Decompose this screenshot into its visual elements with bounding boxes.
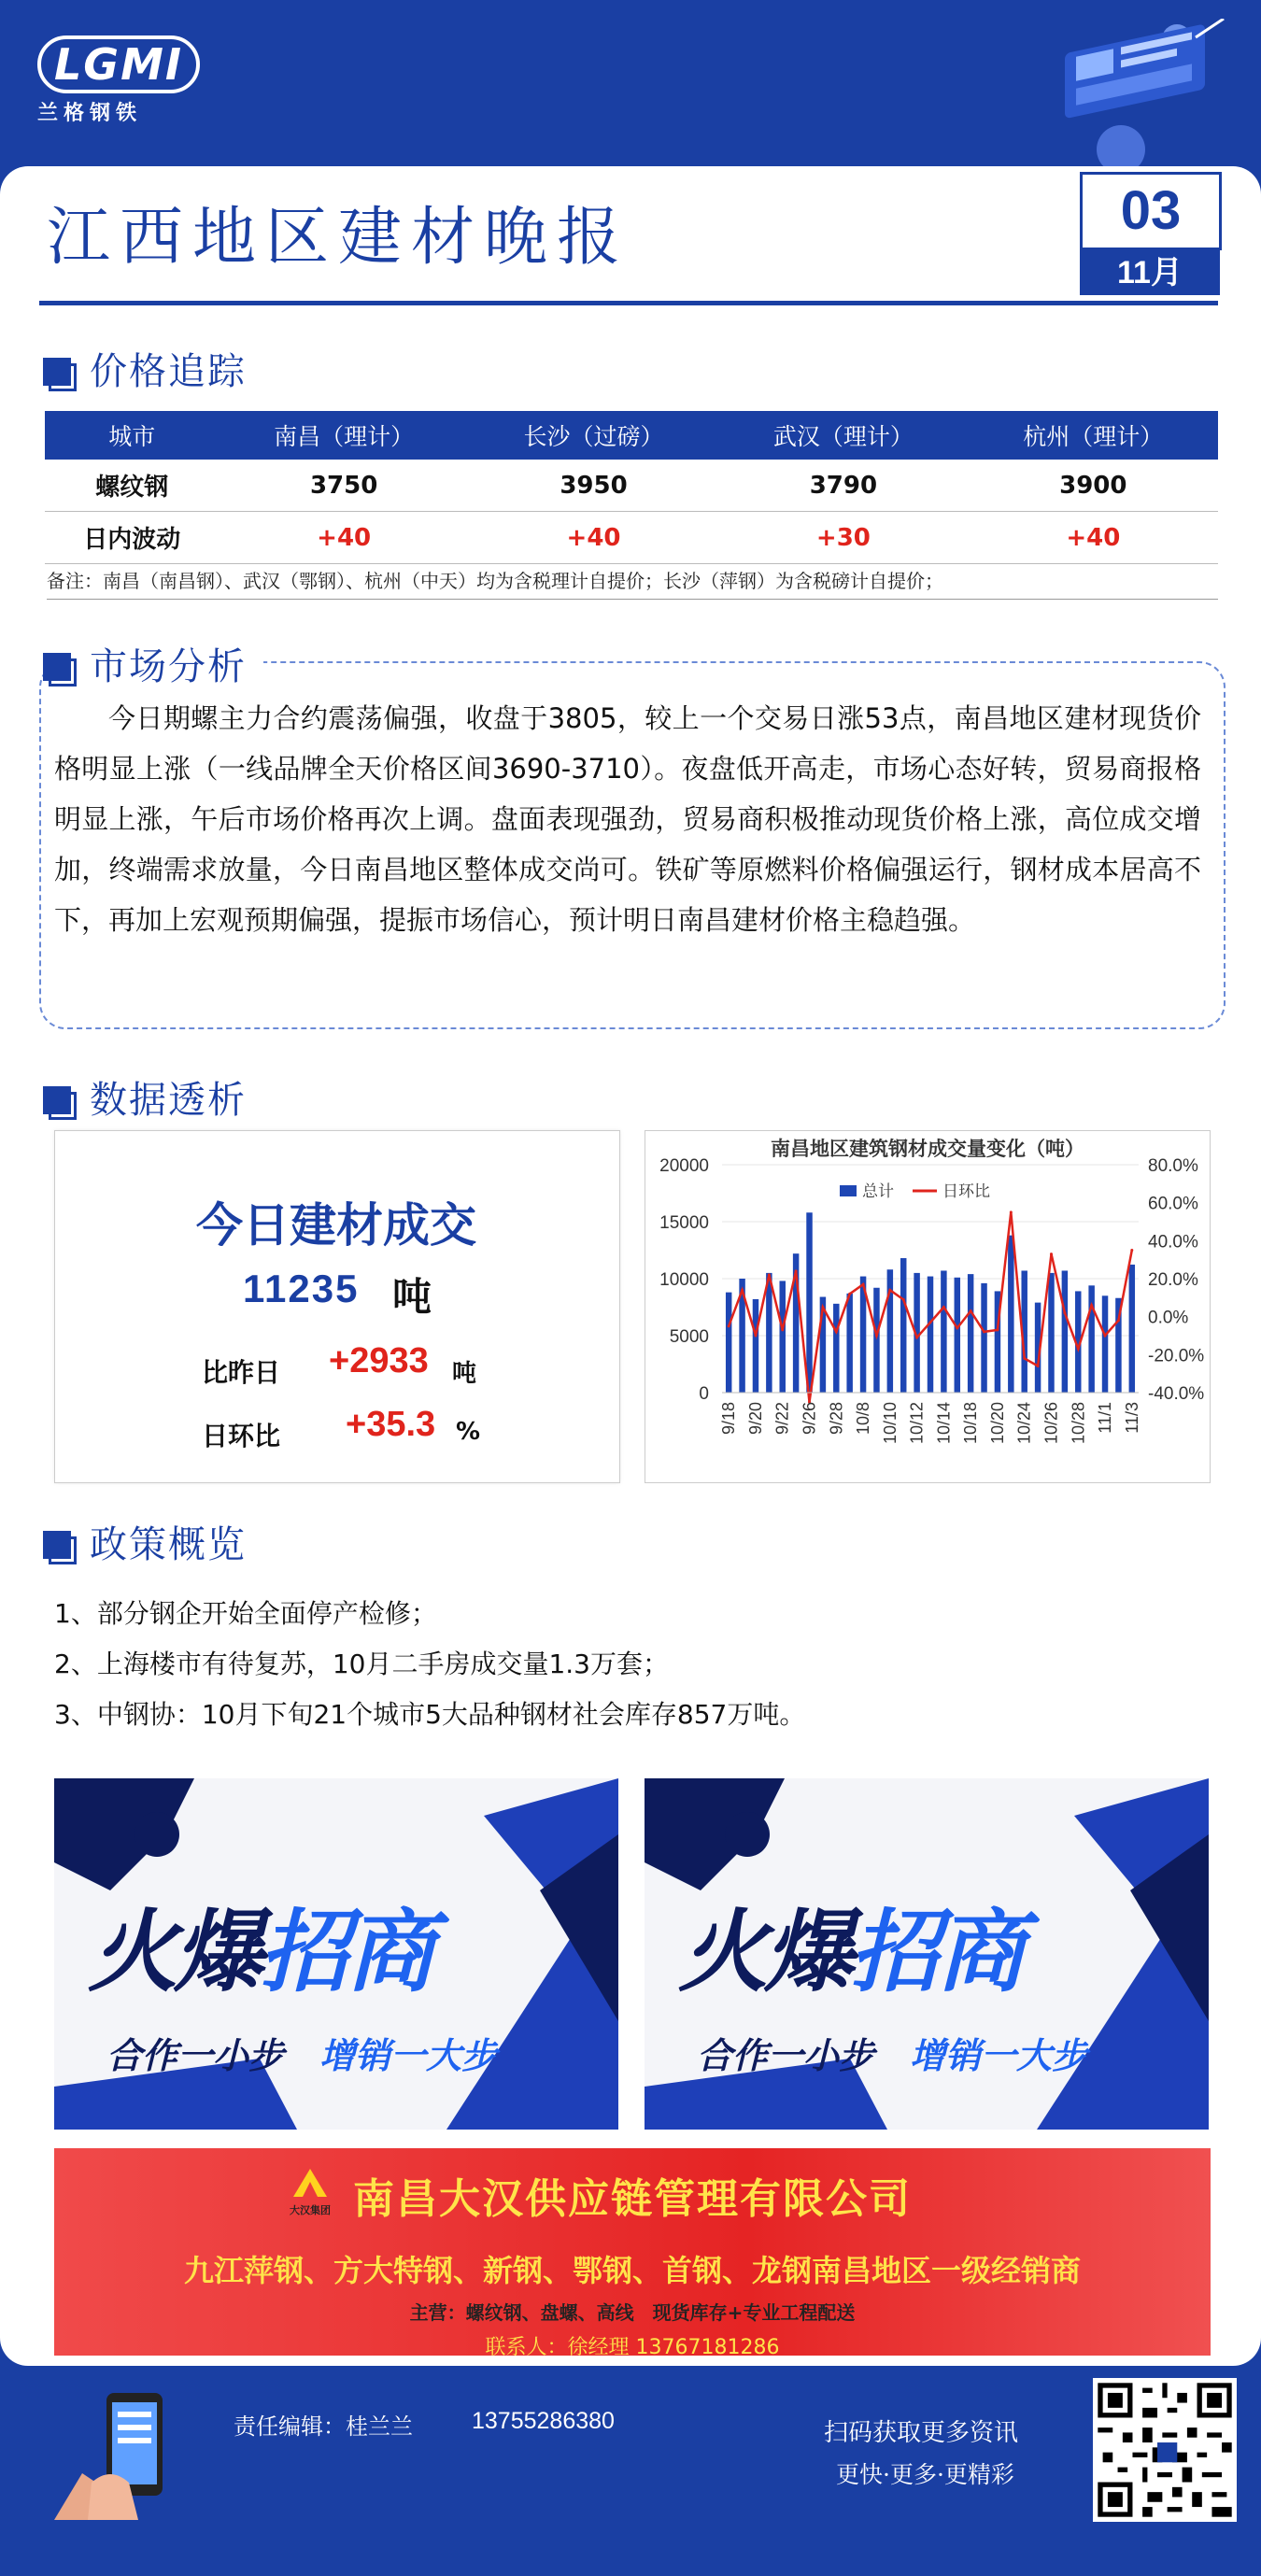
- chart-bar: [1008, 1236, 1013, 1393]
- chart-point-dod: [1050, 1253, 1053, 1255]
- chart-bar: [887, 1269, 893, 1393]
- chart-point-dod: [781, 1328, 784, 1331]
- y-tick-label-left: 20000: [659, 1156, 709, 1176]
- banner-sub-a: 合作一小步: [697, 2035, 875, 2076]
- decoration-illustration: [1009, 19, 1233, 168]
- y-tick-label-left: 5000: [669, 1327, 709, 1347]
- company-logo-text: 大汉集团: [290, 2204, 331, 2216]
- x-tick-label: 10/12: [907, 1402, 927, 1445]
- editor-phone: 13755286380: [472, 2408, 615, 2434]
- chart-point-dod: [795, 1269, 798, 1272]
- vs-yesterday-unit: 吨: [452, 1360, 477, 1388]
- company-brands: 九江萍钢、方大特钢、新钢、鄂钢、首钢、龙钢南昌地区一级经销商: [183, 2253, 1081, 2288]
- policy-item: 1、部分钢企开始全面停产检修；: [54, 1598, 437, 1629]
- section-data-title: 数据透析: [90, 1079, 247, 1122]
- price-table: [45, 411, 1218, 564]
- chart-point-dod: [862, 1283, 865, 1286]
- x-tick-label: 10/10: [880, 1402, 900, 1445]
- chart-bar: [806, 1212, 812, 1393]
- legend-label-total: 总计: [862, 1182, 894, 1201]
- policy-item: 3、中钢协：10月下旬21个城市5大品种钢材社会库存857万吨。: [54, 1699, 806, 1730]
- chart-title: 南昌地区建筑钢材成交量变化（吨）: [771, 1138, 1084, 1160]
- chart-bar: [780, 1281, 786, 1393]
- banner-main-a: 火爆: [678, 1900, 850, 2004]
- chart-point-dod: [996, 1328, 999, 1331]
- company-name: 南昌大汉供应链管理有限公司: [353, 2175, 912, 2223]
- vs-yesterday-value: +2933: [329, 1341, 429, 1380]
- y-tick-label-right: 20.0%: [1148, 1270, 1198, 1290]
- y-tick-label-right: -40.0%: [1148, 1384, 1205, 1404]
- volume-card-title: 今日建材成交: [196, 1198, 476, 1253]
- y-tick-label-right: 0.0%: [1148, 1308, 1189, 1328]
- chart-bar: [900, 1258, 906, 1393]
- chart-bar: [968, 1274, 973, 1393]
- chart-point-dod: [1104, 1335, 1107, 1338]
- policy-item: 2、上海楼市有待复苏，10月二手房成交量1.3万套；: [54, 1649, 669, 1679]
- section-square-icon: [43, 1531, 71, 1559]
- date-day: 03: [1080, 172, 1222, 250]
- chart-point-dod: [970, 1309, 972, 1312]
- volume-unit: 吨: [392, 1274, 432, 1320]
- table-header-cell: 杭州（理计）: [969, 411, 1218, 460]
- chart-bar: [955, 1278, 960, 1393]
- y-tick-label-left: 10000: [659, 1270, 709, 1290]
- section-market-header: [43, 637, 263, 690]
- chart-bar: [833, 1304, 839, 1393]
- title-divider: [39, 301, 1218, 305]
- chart-bar: [1102, 1295, 1108, 1393]
- dod-label: 日环比: [202, 1421, 281, 1451]
- promo-banner-right[interactable]: [645, 1778, 1209, 2130]
- logo-mark: LGMI: [37, 35, 200, 93]
- x-tick-label: 10/24: [1014, 1402, 1034, 1445]
- y-tick-label-right: -20.0%: [1148, 1346, 1205, 1366]
- table-header-cell: 城市: [45, 411, 219, 460]
- chart-point-dod: [821, 1306, 824, 1309]
- table-row: [45, 460, 1218, 512]
- section-market-title: 市场分析: [90, 645, 247, 688]
- x-tick-label: 10/26: [1041, 1402, 1061, 1445]
- x-tick-label: 9/20: [745, 1402, 765, 1436]
- change-cell: +30: [718, 512, 968, 564]
- y-tick-label-right: 60.0%: [1148, 1194, 1198, 1214]
- table-header-cell: 武汉（理计）: [718, 411, 968, 460]
- vs-yesterday-label: 比昨日: [202, 1357, 281, 1388]
- table-header-cell: 南昌（理计）: [219, 411, 468, 460]
- section-data-header: [43, 1070, 247, 1124]
- banner-main-b: 招商: [260, 1900, 432, 2004]
- dod-value: +35.3: [346, 1405, 436, 1444]
- chart-point-dod: [1090, 1304, 1093, 1307]
- section-price-title: 价格追踪: [90, 350, 247, 393]
- chart-point-dod: [875, 1335, 878, 1338]
- chart-bar: [1048, 1273, 1054, 1393]
- chart-bar: [766, 1273, 772, 1393]
- chart-point-dod: [1037, 1365, 1040, 1367]
- chart-point-dod: [754, 1335, 757, 1338]
- chart-bar: [941, 1270, 946, 1393]
- qr-code[interactable]: [1093, 2378, 1237, 2522]
- section-price-header: [43, 342, 247, 395]
- x-tick-label: 9/28: [827, 1402, 846, 1436]
- x-tick-label: 11/3: [1122, 1402, 1141, 1434]
- chart-bar: [1129, 1265, 1135, 1393]
- scan-prompt: 扫码获取更多资讯: [824, 2419, 1019, 2447]
- volume-chart-panel: [645, 1130, 1211, 1483]
- banner-main-a: 火爆: [88, 1900, 260, 2004]
- promo-banner-left[interactable]: [54, 1778, 618, 2130]
- x-tick-label: 10/28: [1069, 1402, 1088, 1445]
- chart-bar: [1088, 1285, 1094, 1393]
- x-tick-label: 10/14: [934, 1402, 954, 1445]
- date-month: 11月: [1080, 250, 1220, 295]
- chart-point-dod: [1010, 1210, 1013, 1213]
- price-cell: 3750: [219, 460, 468, 512]
- legend-label-dod: 日环比: [942, 1182, 990, 1201]
- legend-swatch-total: [840, 1185, 857, 1196]
- x-tick-label: 9/26: [800, 1402, 819, 1436]
- chart-point-dod: [942, 1306, 945, 1309]
- chart-point-dod: [741, 1289, 744, 1292]
- editor-credit: 责任编辑：桂兰兰: [234, 2413, 413, 2440]
- chart-point-dod: [1130, 1249, 1133, 1252]
- footer-slogan: 更快·更多·更精彩: [836, 2461, 1014, 2488]
- chart-point-dod: [888, 1289, 891, 1292]
- price-note: 备注：南昌（南昌钢）、武汉（鄂钢）、杭州（中天）均为含税理计自提价；长沙（萍钢）为含税磅计自提价；: [47, 566, 1218, 600]
- chart-point-dod: [983, 1330, 985, 1333]
- x-tick-label: 10/8: [854, 1402, 873, 1436]
- price-cell: 3790: [718, 460, 968, 512]
- x-tick-label: 10/18: [961, 1402, 981, 1445]
- chart-bar: [1062, 1270, 1068, 1393]
- table-header-cell: 长沙（过磅）: [469, 411, 718, 460]
- row-label: 日内波动: [45, 512, 219, 564]
- section-square-icon: [43, 653, 71, 681]
- banner-sub-b: 增销一大步: [319, 2035, 498, 2076]
- banner-sub-a: 合作一小步: [106, 2035, 285, 2076]
- company-contact: 联系人：徐经理 13767181286: [485, 2336, 780, 2359]
- chart-point-dod: [1077, 1348, 1080, 1351]
- chart-point-dod: [835, 1330, 838, 1333]
- x-tick-label: 9/22: [772, 1402, 792, 1436]
- chart-bar: [726, 1293, 731, 1393]
- change-cell: +40: [219, 512, 468, 564]
- banner-main-text: [678, 1881, 1022, 2009]
- banner-main-b: 招商: [850, 1900, 1022, 2004]
- banner-sub-b: 增销一大步: [910, 2035, 1088, 2076]
- table-header-row: [45, 411, 1218, 460]
- chart-point-dod: [848, 1293, 851, 1295]
- phone-hand-icon: [54, 2380, 194, 2520]
- chart-point-dod: [929, 1321, 932, 1323]
- chart-bar: [928, 1277, 933, 1393]
- volume-value: 11235: [243, 1267, 360, 1310]
- y-tick-label-right: 40.0%: [1148, 1232, 1198, 1253]
- chart-point-dod: [1063, 1311, 1066, 1314]
- x-tick-label: 10/20: [987, 1402, 1007, 1445]
- chart-point-dod: [915, 1337, 918, 1339]
- chart-point-dod: [1117, 1319, 1120, 1322]
- dod-unit: %: [456, 1418, 481, 1446]
- chart-point-dod: [728, 1324, 730, 1327]
- section-policy-header: [43, 1515, 247, 1568]
- price-cell: 3900: [969, 460, 1218, 512]
- y-tick-label-left: 15000: [659, 1213, 709, 1233]
- change-cell: +40: [969, 512, 1218, 564]
- x-tick-label: 11/1: [1096, 1402, 1115, 1434]
- row-label: 螺纹钢: [45, 460, 219, 512]
- banner-sub-text: [697, 2027, 1087, 2078]
- volume-chart: [645, 1131, 1210, 1482]
- company-main-business: 主营：螺纹钢、盘螺、高线 现货库存+专业工程配送: [409, 2301, 856, 2324]
- table-row: [45, 512, 1218, 564]
- logo-cn: 兰格钢铁: [37, 101, 143, 125]
- section-square-icon: [43, 358, 71, 386]
- chart-bar: [846, 1294, 852, 1393]
- y-tick-label-right: 80.0%: [1148, 1156, 1198, 1176]
- banner-sub-text: [106, 2027, 497, 2078]
- section-policy-title: 政策概览: [90, 1523, 247, 1566]
- chart-bar: [873, 1288, 879, 1393]
- banner-main-text: [88, 1881, 432, 2009]
- x-tick-label: 9/18: [719, 1402, 739, 1436]
- market-analysis-text: 今日期螺主力合约震荡偏强，收盘于3805，较上一个交易日涨53点，南昌地区建材现货价格明显上涨（一线品牌全天价格区间3690-3710）。夜盘低开高走，市场心态好转，贸易商报格明显上涨，午后市场价格再次上调。盘面表现强劲，贸易商积极推动现货价格上涨，高位成交增加，终端需求放量，今日南昌地区整体成交尚可。铁矿等原燃料价格偏强运行，钢材成本居高不下，再加上宏观预期偏强，提振市场信心，预计明日南昌建材价格主稳趋强。: [54, 702, 1201, 936]
- chart-bar: [753, 1299, 758, 1393]
- chart-point-dod: [956, 1326, 958, 1329]
- section-square-icon: [43, 1086, 71, 1114]
- price-cell: 3950: [469, 460, 718, 512]
- chart-point-dod: [768, 1273, 771, 1276]
- chart-bar: [981, 1283, 986, 1393]
- change-cell: +40: [469, 512, 718, 564]
- chart-point-dod: [1023, 1357, 1026, 1360]
- page-title: 江西地区建材晚报: [47, 201, 630, 275]
- logo: [37, 35, 183, 125]
- chart-point-dod: [902, 1298, 905, 1301]
- y-tick-label-left: 0: [699, 1384, 709, 1404]
